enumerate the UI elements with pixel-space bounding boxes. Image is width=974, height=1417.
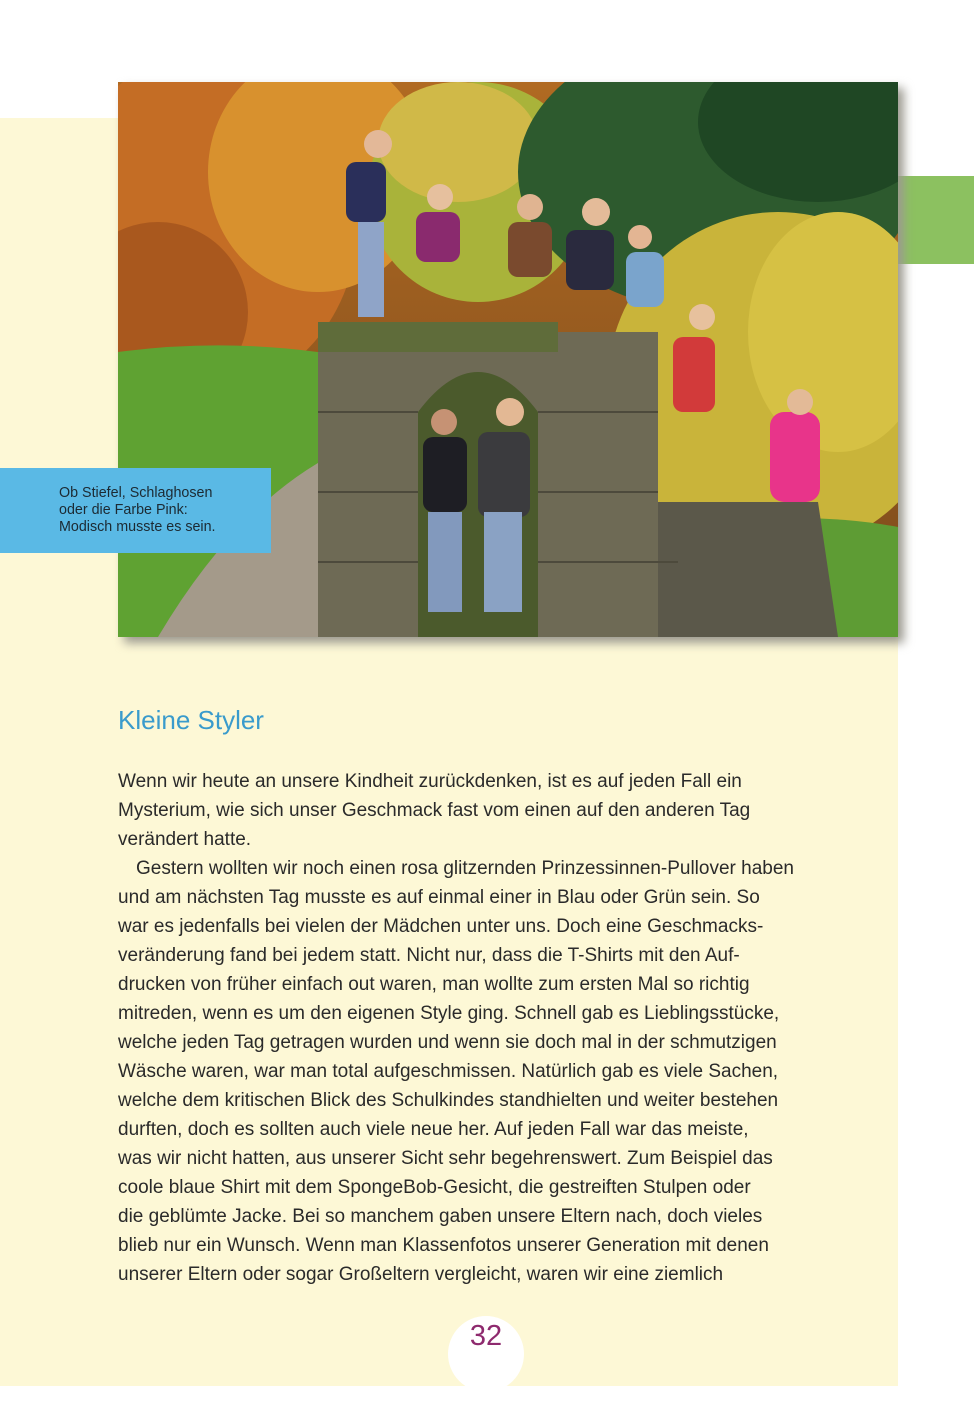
text-line: Wäsche waren, war man total aufgeschmissen. Natürlich gab es viele Sachen, — [118, 1061, 779, 1082]
chapter-tab-marker — [898, 176, 974, 264]
text-line: Mysterium, wie sich unser Geschmack fast vom einen auf den anderen Tag — [118, 800, 751, 821]
text-line: verändert hatte. — [118, 829, 252, 850]
text-line: die geblümte Jacke. Bei so manchem gaben unsere Eltern nach, doch vieles — [118, 1206, 763, 1227]
section-heading: Kleine Styler — [118, 705, 264, 735]
text-line: Wenn wir heute an unsere Kindheit zurückdenken, ist es auf jeden Fall ein — [118, 771, 742, 792]
text-line: war es jedenfalls bei vielen der Mädchen unter uns. Doch eine Geschmacks- — [118, 916, 764, 937]
text-line: blieb nur ein Wunsch. Wenn man Klassenfotos unserer Generation mit denen — [118, 1235, 769, 1256]
text-line: veränderung fand bei jedem statt. Nicht nur, dass die T-Shirts mit den Auf- — [118, 945, 740, 966]
text-line: Gestern wollten wir noch einen rosa glitzernden Prinzessinnen-Pullover haben — [136, 858, 794, 879]
article-body — [118, 767, 878, 1289]
text-line: welche jeden Tag getragen wurden und wenn sie doch mal in der schmutzigen — [118, 1032, 777, 1053]
caption-line: oder die Farbe Pink: — [59, 502, 188, 518]
text-line: unserer Eltern oder sogar Großeltern vergleicht, waren wir eine ziemlich — [118, 1264, 724, 1285]
photo-caption — [0, 468, 271, 553]
text-line: drucken von früher einfach out waren, man wollte zum ersten Mal so richtig — [118, 974, 750, 995]
text-line: mitreden, wenn es um den eigenen Style ging. Schnell gab es Lieblingsstücke, — [118, 1003, 780, 1024]
caption-line: Modisch musste es sein. — [59, 519, 216, 535]
text-line: durften, doch es sollten auch viele neue her. Auf jeden Fall war das meiste, — [118, 1119, 749, 1140]
text-line: und am nächsten Tag musste es auf einmal einer in Blau oder Grün sein. So — [118, 887, 760, 908]
text-line: coole blaue Shirt mit dem SpongeBob-Gesicht, die gestreiften Stulpen oder — [118, 1177, 751, 1198]
group-photo — [118, 82, 898, 637]
text-line: welche dem kritischen Blick des Schulkindes standhielten und weiter bestehen — [118, 1090, 779, 1111]
caption-line: Ob Stiefel, Schlaghosen — [59, 485, 213, 501]
page-number: 32 — [469, 1320, 503, 1352]
text-line: was wir nicht hatten, aus unserer Sicht sehr begehrenswert. Zum Beispiel das — [118, 1148, 773, 1169]
